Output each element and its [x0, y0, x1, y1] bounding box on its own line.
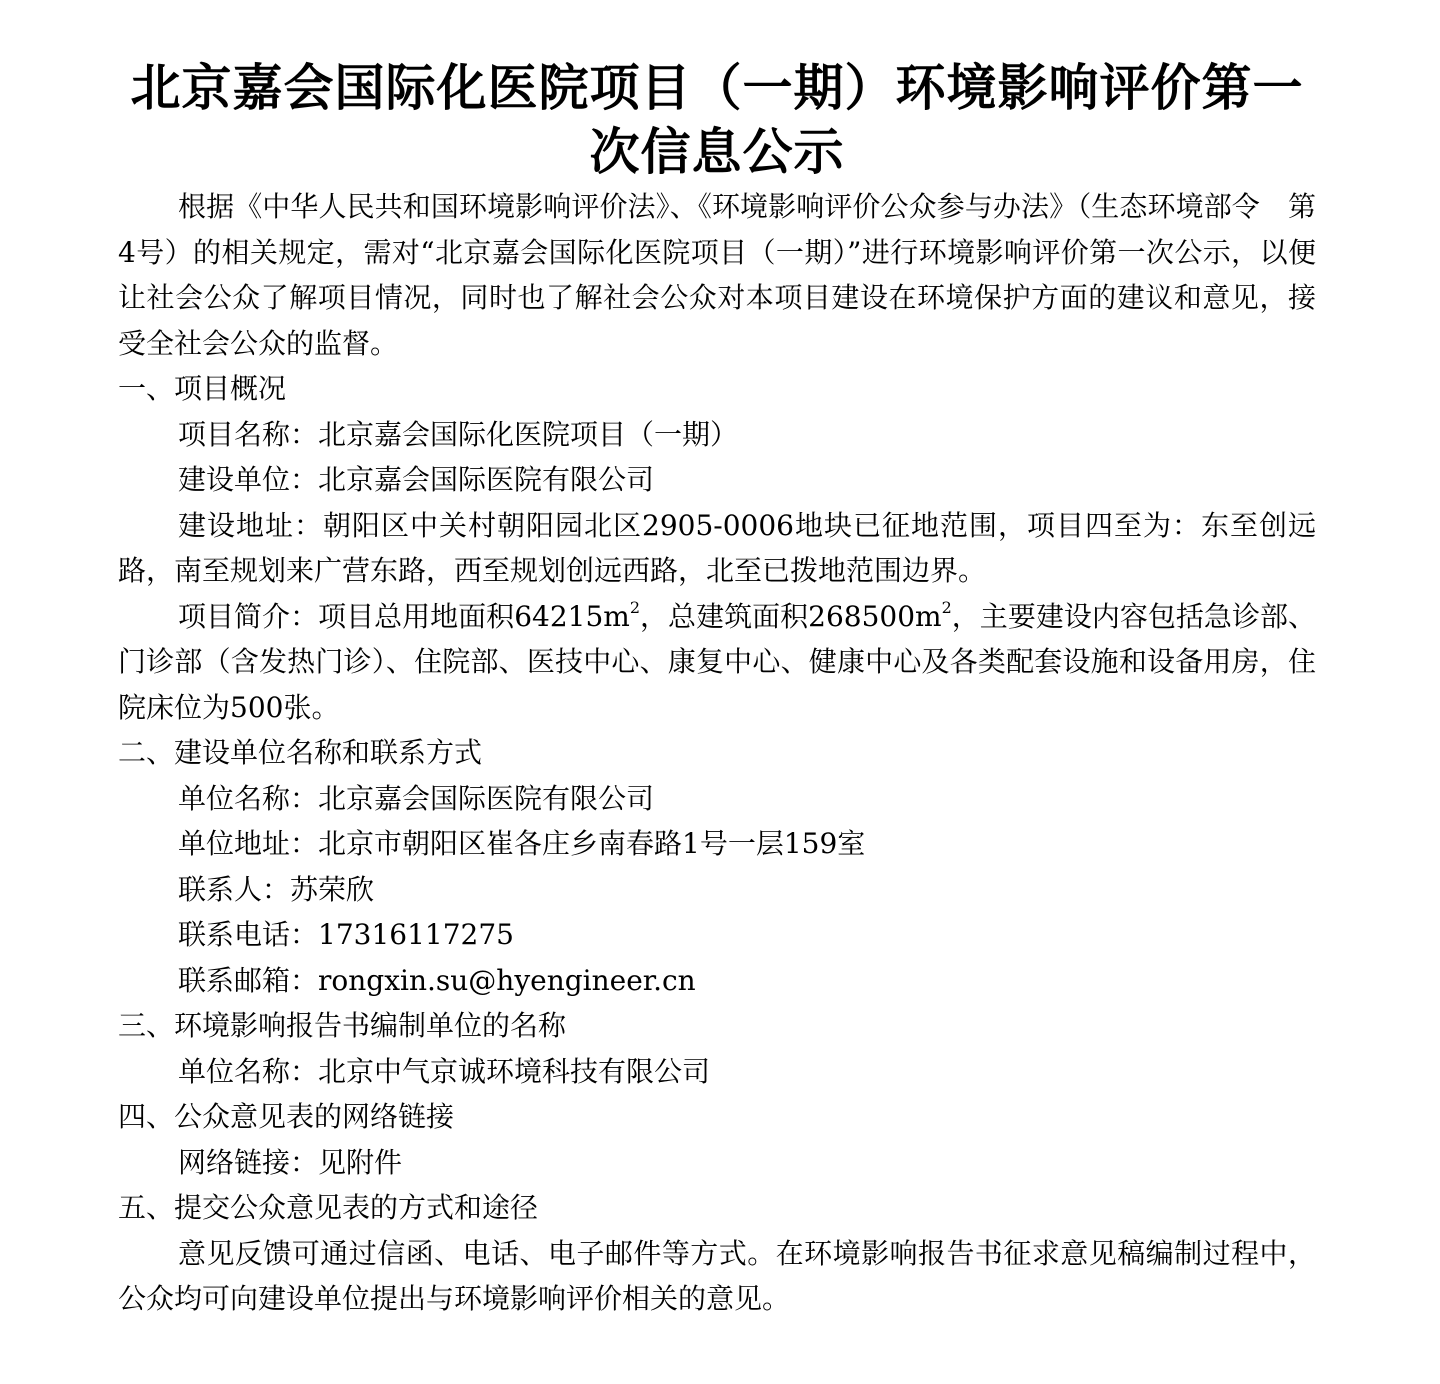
intro-paragraph: 根据《中华人民共和国环境影响评价法》、《环境影响评价公众参与办法》（生态环境部令 第4号）的相关规定，需对“北京嘉会国际化医院项目（一期）”进行环境影响评价第一次公示，以便让社会公众了解项目情况，同时也了解社会公众对本项目建设在环境保护方面的建议和意见，接受全社会公众的监督。 [118, 190, 1316, 360]
project-summary [118, 594, 1316, 731]
contact-person: 联系人：苏荣欣 [178, 872, 375, 906]
construction-unit: 建设单位：北京嘉会国际医院有限公司 [178, 463, 655, 496]
section-3-heading: 三、环境影响报告书编制单位的名称 [118, 1009, 567, 1042]
project-name: 项目名称：北京嘉会国际化医院项目（一期） [178, 417, 739, 451]
section-5-heading: 五、提交公众意见表的方式和途径 [118, 1191, 539, 1224]
superscript-1: 2 [629, 597, 641, 617]
network-link: 网络链接：见附件 [178, 1145, 403, 1179]
summary-part-b: ，总建筑面积268500m [640, 599, 942, 633]
document-page [118, 56, 1316, 1322]
section-1-heading: 一、项目概况 [118, 372, 287, 405]
superscript-2: 2 [941, 597, 952, 617]
section-2-heading: 二、建设单位名称和联系方式 [118, 736, 483, 769]
contact-phone: 联系电话：17316117275 [178, 918, 514, 951]
document-title: 北京嘉会国际化医院项目（一期）环境影响评价第一次信息公示 [130, 59, 1304, 181]
unit-name: 单位名称：北京嘉会国际医院有限公司 [178, 781, 655, 815]
construction-address: 建设地址：朝阳区中关村朝阳园北区2905-0006地块已征地范围，项目四至为：东至创远路，南至规划来广营东路，西至规划创远西路，北至已拨地范围边界。 [118, 508, 1316, 587]
unit-address: 单位地址：北京市朝阳区崔各庄乡南春路1号一层159室 [178, 827, 866, 860]
summary-part-a: 项目简介：项目总用地面积64215m [178, 599, 630, 633]
contact-email: 联系邮箱：rongxin.su@hyengineer.cn [178, 963, 696, 997]
section-4-heading: 四、公众意见表的网络链接 [118, 1100, 455, 1133]
summary-part-c: ，主要建设内容包括急诊部、门诊部（含发热门诊）、住院部、医技中心、康复中心、健康中心及各类配套设施和设备用房，住院床位为500张。 [118, 599, 1316, 724]
submission-method: 意见反馈可通过信函、电话、电子邮件等方式。在环境影响报告书征求意见稿编制过程中，公众均可向建设单位提出与环境影响评价相关的意见。 [118, 1236, 1316, 1315]
report-unit-name: 单位名称：北京中气京诚环境科技有限公司 [178, 1054, 711, 1088]
